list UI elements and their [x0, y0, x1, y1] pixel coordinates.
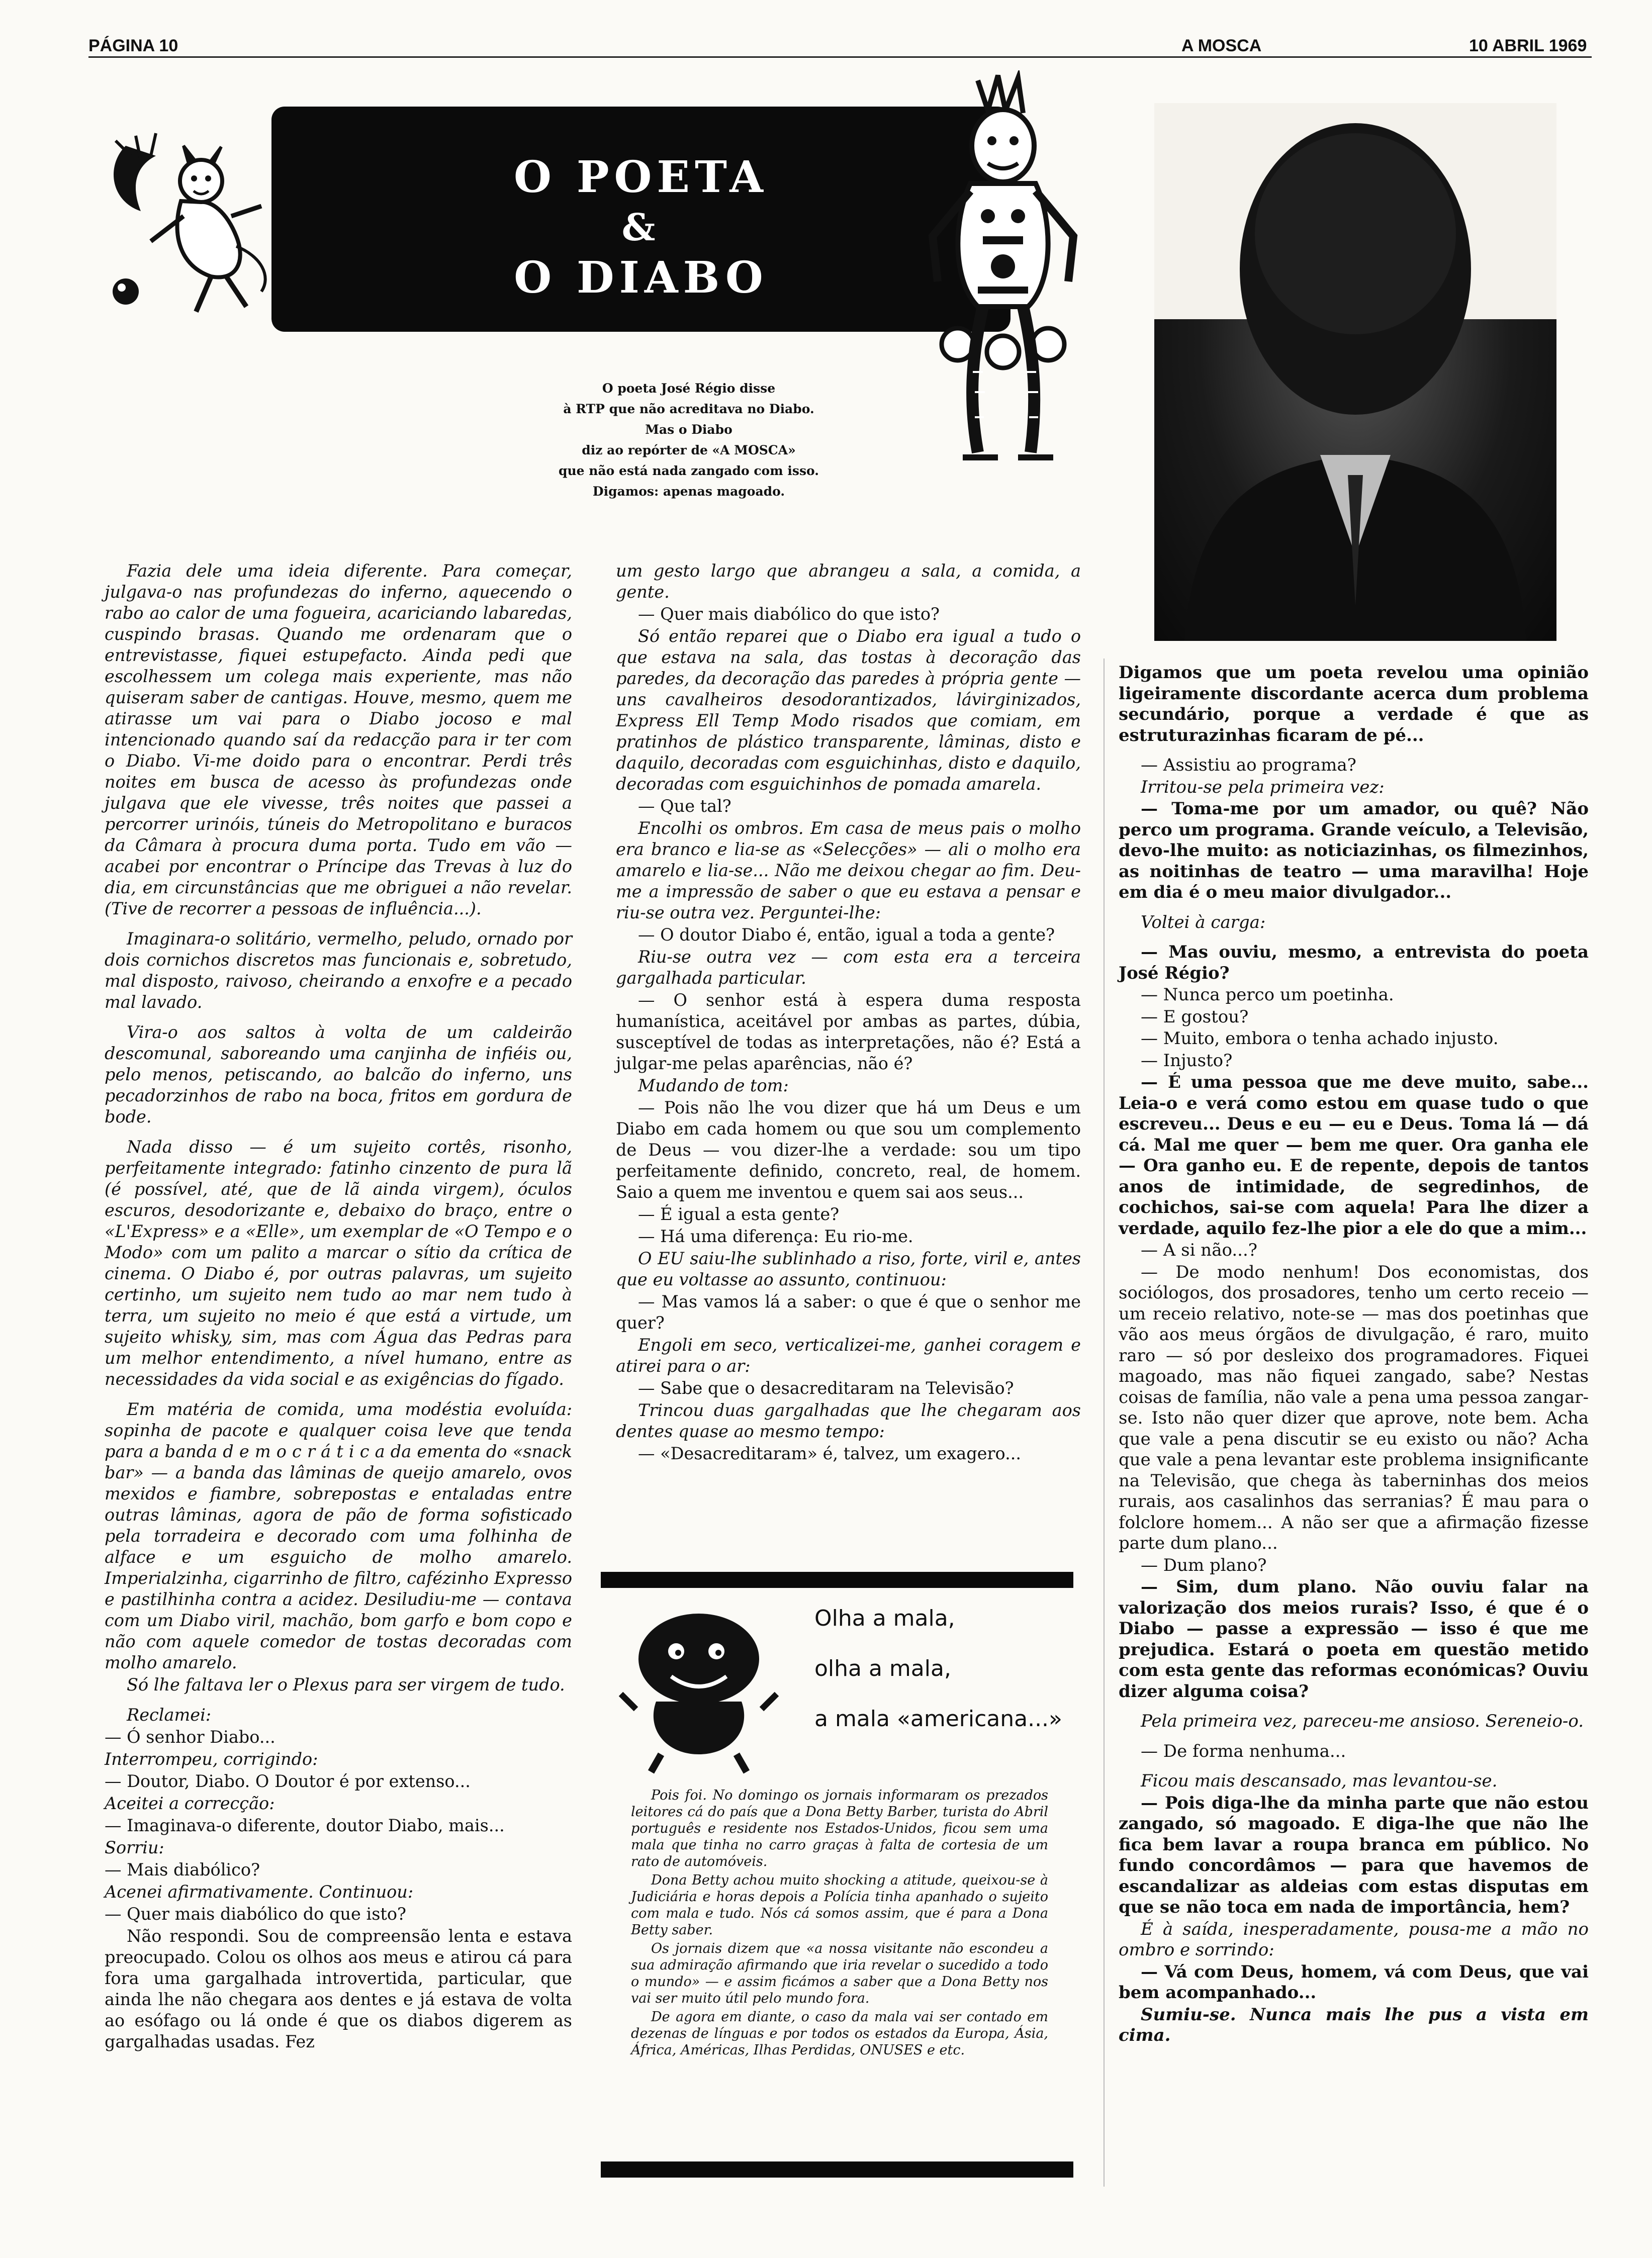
- col2-paragraph: — Que tal?: [638, 796, 731, 816]
- col3-paragraph: Sumiu-se. Nunca mais lhe pus a vista em cima.: [1119, 2004, 1589, 2045]
- col2-paragraph: — É igual a esta gente?: [638, 1204, 840, 1224]
- deck-line-4: diz ao repórter de «A MOSCA»: [582, 443, 796, 457]
- col1-paragraph: Só lhe faltava ler o Plexus para ser virgem de tudo.: [127, 1675, 565, 1695]
- issue-date: 10 ABRIL 1969: [1469, 36, 1587, 55]
- col3-paragraph: Digamos que um poeta revelou uma opinião ligeiramente discordante acerca dum problema secundário, porque a verdade é que as estruturazinhas ficaram de pé...: [1119, 663, 1589, 745]
- column-3: [1119, 663, 1589, 2047]
- col1-paragraph: Vira-o aos saltos à volta de um caldeirão descomunal, saboreando uma canjinha de infiéis ou, pelo menos, petiscando, ao balcão do inferno, uns pecadorzinhos de rabo na boca, fritos em gordura de bode.: [105, 1022, 572, 1126]
- col2-paragraph: — O doutor Diabo é, então, igual a toda a gente?: [638, 925, 1055, 945]
- col3-paragraph: — Mas ouviu, mesmo, a entrevista do poeta José Régio?: [1119, 942, 1589, 983]
- box-paragraph: De agora em diante, o caso da mala vai ser contado em dezenas de línguas e por todos os estados da Europa, Ásia, África, Américas, Ilhas Perdidas, ONUSES e etc.: [631, 2009, 1048, 2058]
- col1-paragraph: Fazia dele uma ideia diferente. Para começar, julgava-o nas profundezas do inferno, aquecendo o rabo ao calor de uma fogueira, acariciando labaredas, cuspindo brasas. Quando me ordenaram que o entrevistasse, fiquei estupefacto. Ainda pedi que escolhessem um colega mais experiente, mas não quiseram saber de cantigas. Houve, mesmo, quem me atirasse um vai para o Diabo jocoso e mal intencionado quando saí da redacção para ir ter com o Diabo. Vi-me doido para o encontrar. Perdi três noites em busca de acesso às profundezas onde julgava que ele vivesse, três noites que passei a percorrer urinóis, túneis do Metropolitano e buracos da Câmara à procura duma porta. Tudo em vão — acabei por encontrar o Príncipe das Trevas à luz do dia, em circunstâncias que me obriguei a não revelar. (Tive de recorrer a pessoas de influência...).: [105, 561, 572, 918]
- col2-paragraph: — «Desacreditaram» é, talvez, um exagero...: [638, 1444, 1022, 1463]
- col2-paragraph: — Há uma diferença: Eu rio-me.: [638, 1227, 913, 1246]
- col2-paragraph: Só então reparei que o Diabo era igual a tudo o que estava na sala, das tostas à decoração das paredes, da decoração das paredes à própria gente — uns cavalheiros desodorantizados, lávirginizados, Express Ell Temp Modo risados que comiam, em pratinhos de plástico transparente, lâminas, disto e daquilo, decoradas com esguichinhas, disto e daquilo, decoradas com esguichinhos de pomada amarela.: [616, 626, 1081, 794]
- box-paragraph: Pois foi. No domingo os jornais informaram os prezados leitores cá do país que a Dona Betty Barber, turista do Abril português e residente nos Estados-Unidos, ficou sem uma mala que tinha no carro graças à falta de cortesia de um rato de automóveis.: [631, 1787, 1048, 1869]
- col2-paragraph: — Sabe que o desacreditaram na Televisão?: [638, 1378, 1014, 1398]
- col2-paragraph: — O senhor está à espera duma resposta humanística, aceitável por ambas as partes, dúbia, susceptível de todas as interpretações, não é? Está a julgar-me pelas aparências, não é?: [616, 990, 1081, 1073]
- col3-paragraph: — Injusto?: [1141, 1050, 1233, 1071]
- col1-dialogue: Sorriu:: [105, 1838, 164, 1857]
- newspaper-name: A MOSCA: [1181, 36, 1262, 55]
- box-headline-line-3: a mala «americana...»: [814, 1706, 1062, 1732]
- title-line-1: O POETA: [513, 152, 768, 203]
- col1-paragraph: Não respondi. Sou de compreensão lenta e estava preocupado. Colou os olhos aos meus e atirou cá para fora uma gargalhada introvertida, particular, que ainda lhe não chegara aos dentes e já estava de volta ao esófago ou lá onde é que os diabos digerem as gargalhadas usadas. Fez: [105, 1926, 572, 2051]
- deck-line-1: O poeta José Régio disse: [602, 381, 776, 396]
- deck-line-6: Digamos: apenas magoado.: [592, 484, 785, 499]
- col3-paragraph: — Pois diga-lhe da minha parte que não estou zangado, só magoado. E diga-lhe que não lhe fica bem lavar a roupa branca em público. No fundo concordâmos — para que havemos de escandalizar as aldeias com estas disputas em que se não toca em nada de importância, hem?: [1119, 1793, 1589, 1917]
- column-1: [105, 560, 572, 2053]
- header-rule: [88, 56, 1592, 58]
- col3-paragraph: — Toma-me por um amador, ou quê? Não perco um programa. Grande veículo, a Televisão, devo-lhe muito: as noticiazinhas, os filmezinhos, as noitinhas de teatro — uma maravilha! Hoje em dia é o meu maior divulgador...: [1119, 799, 1589, 902]
- col3-paragraph: — Dum plano?: [1141, 1555, 1267, 1575]
- col1-dialogue: Reclamei:: [127, 1705, 212, 1725]
- col2-paragraph: Mudando de tom:: [638, 1076, 789, 1095]
- col1-dialogue: — Imaginava-o diferente, doutor Diabo, mais...: [105, 1816, 505, 1835]
- box-paragraph: Os jornais dizem que «a nossa visitante não escondeu a sua admiração afirmando que iria revelar o sucedido a todo o mundo» — e assim ficámos a saber que a Dona Betty nos vai ser muito útil pelo mundo fora.: [631, 1941, 1048, 2006]
- col3-paragraph: — É uma pessoa que me deve muito, sabe... Leia-o e verá como estou em quase tudo o que escreveu... Deus e eu — eu e Deus. Toma lá — dá cá. Mal me quer — bem me quer. Ora ganha ele — Ora ganho eu. E de repente, depois de tantos anos de intimidade, de segredinhos, de cochichos, sai-se com aquela! Para lhe dizer a verdade, aquilo fez-lhe pior a ele do que a mim...: [1119, 1072, 1589, 1239]
- col3-paragraph: Irritou-se pela primeira vez:: [1141, 777, 1385, 797]
- col2-paragraph: — Pois não lhe vou dizer que há um Deus e um Diabo em cada homem ou que sou um complemento de Deus — vou dizer-lhe a verdade: sou um tipo perfeitamente definido, concreto, real, de homem. Saio a quem me inventou e quem sai aos seus...: [616, 1098, 1081, 1202]
- column-divider: [1104, 658, 1105, 2187]
- col3-paragraph: — Muito, embora o tenha achado injusto.: [1141, 1028, 1499, 1049]
- col1-dialogue: Acenei afirmativamente. Continuou:: [105, 1882, 414, 1902]
- col1-dialogue: — Ó senhor Diabo...: [105, 1727, 276, 1747]
- col3-paragraph: — A si não...?: [1141, 1240, 1257, 1260]
- title-ampersand: &: [621, 206, 661, 249]
- col3-paragraph: — Nunca perco um poetinha.: [1141, 985, 1394, 1005]
- col1-paragraph: Em matéria de comida, uma modéstia evoluída: sopinha de pacote e qualquer coisa leve que tenda para a banda d e m o c r á t i c a da ementa do «snack bar» — a banda das lâminas de queijo amarelo, ovos mexidos e fiambre, sobrepostas e entaladas entre outras lâminas, agora de pão de forma sofisticado pela torradeira e decorado com uma folhinha de alface e um esguicho de molho amarelo. Imperialzinha, cigarrinho de filtro, cafézinho Expresso e pastilhinha contra a acidez. Desiludiu-me — contava com um Diabo viril, machão, bom garfo e bom copo e não com aquele comedor de tostas decoradas com molho amarelo.: [105, 1399, 572, 1672]
- col2-paragraph: um gesto largo que abrangeu a sala, a comida, a gente.: [616, 561, 1081, 602]
- col3-paragraph: Pela primeira vez, pareceu-me ansioso. Sereneio-o.: [1141, 1711, 1584, 1731]
- col1-dialogue: Interrompeu, corrigindo:: [105, 1749, 318, 1769]
- column-2: [616, 560, 1081, 1465]
- title-line-2: O DIABO: [514, 252, 768, 303]
- col1-dialogue: Aceitei a correcção:: [105, 1794, 275, 1813]
- box-top-rule: [601, 1572, 1073, 1588]
- col3-paragraph: — Vá com Deus, homem, vá com Deus, que vai bem acompanhado...: [1119, 1961, 1589, 2003]
- devil-illustration: [96, 126, 287, 327]
- col2-paragraph: Encolhi os ombros. Em casa de meus pais o molho era branco e lia-se as «Selecções» — ali o molho era amarelo e lia-se... Não me deixou chegar ao fim. Deu-me a impressão de saber o que eu estava a pensar e riu-se outra vez. Perguntei-lhe:: [616, 818, 1081, 922]
- box-headline-line-1: Olha a mala,: [814, 1606, 955, 1631]
- col2-paragraph: Trincou duas gargalhadas que lhe chegaram aos dentes quase ao mesmo tempo:: [616, 1400, 1081, 1441]
- deck-line-5: que não está nada zangado com isso.: [559, 463, 819, 478]
- cartoon-figure: [616, 1604, 782, 1774]
- col3-paragraph: — Sim, dum plano. Não ouviu falar na valorização dos meios rurais? Isso, é que é o Diabo — passe a expressão — isso é que me prejudica. Estará o poeta em questão metido com esta gente das reformas económicas? Ouviu dizer alguma coisa?: [1119, 1577, 1589, 1702]
- box-bottom-rule: [601, 2161, 1073, 2178]
- portrait-photo: [1154, 103, 1556, 641]
- col3-paragraph: — De forma nenhuma...: [1141, 1741, 1346, 1761]
- col3-paragraph: É à saída, inesperadamente, pousa-me a mão no ombro e sorrindo:: [1119, 1919, 1589, 1960]
- box-paragraph: Dona Betty achou muito shocking a atitude, queixou-se à Judiciária e horas depois a Polícia tinha apanhado o sujeito com mala e tudo. Nós cá somos assim, que é para a Dona Betty saber.: [631, 1872, 1048, 1938]
- deck-line-2: à RTP que não acreditava no Diabo.: [563, 402, 814, 416]
- col2-paragraph: Riu-se outra vez — com esta era a terceira gargalhada particular.: [616, 947, 1081, 988]
- col3-paragraph: Ficou mais descansado, mas levantou-se.: [1141, 1771, 1498, 1791]
- deck: [503, 378, 875, 502]
- col2-paragraph: Engoli em seco, verticalizei-me, ganhei coragem e atirei para o ar:: [616, 1335, 1081, 1376]
- title-banner: [271, 107, 1011, 332]
- col2-paragraph: — Quer mais diabólico do que isto?: [638, 604, 940, 624]
- box-headline-line-2: olha a mala,: [814, 1656, 951, 1681]
- tattooed-devil-illustration: [923, 70, 1088, 467]
- col1-paragraph: Nada disso — é um sujeito cortês, risonho, perfeitamente integrado: fatinho cinzento de pura lã (é possível, até, que de lã ainda virgem), óculos escuros, desodorizante e, debaixo do braço, entre o «L'Express» e a «Elle», um exemplar de «O Tempo e o Modo» com um palito a marcar o sítio da crítica de cinema. O Diabo é, por outras palavras, um sujeito certinho, um sujeito nem tudo ao mar nem tudo à terra, um sujeito no meio é que está a virtude, um sujeito whisky, sim, mas com Água das Pedras para um melhor entendimento, a nível humano, entre as necessidades da vida social e as exigências do fígado.: [105, 1137, 572, 1389]
- col1-paragraph: Imaginara-o solitário, vermelho, peludo, ornado por dois cornichos discretos mas funcionais e, sobretudo, mal disposto, raivoso, cheirando a enxofre e a pecado mal lavado.: [105, 929, 572, 1012]
- box-text: [631, 1787, 1048, 2060]
- col1-dialogue: — Doutor, Diabo. O Doutor é por extenso...: [105, 1771, 471, 1791]
- col3-paragraph: — De modo nenhum! Dos economistas, dos sociólogos, dos prosadores, tenho um certo receio — um receio relativo, note-se — mas dos poetinhas que vão aos meus órgãos de divulgação, é raro, muito raro — só por desleixo dos programadores. Fiquei magoado, mas não fiquei zangado, sabe? Nestas coisas de família, não vale a pena uma pessoa zangar-se. Isto não quer dizer que aprove, note bem. Acha que vale a pena discutir se eu existo ou não? Acha que vale a pena levantar este problema insignificante na Televisão, que chega às taberninhas dos meios rurais, aos casalinhos das serranias? É mau para o folclore homem... A não ser que a afirmação fizesse parte dum plano...: [1119, 1262, 1589, 1553]
- col3-paragraph: — E gostou?: [1141, 1006, 1249, 1027]
- col1-dialogue: — Quer mais diabólico do que isto?: [105, 1904, 406, 1924]
- col3-paragraph: Voltei à carga:: [1141, 912, 1266, 932]
- col1-dialogue: — Mais diabólico?: [105, 1860, 260, 1879]
- deck-line-3: Mas o Diabo: [645, 422, 732, 437]
- page-number: PÁGINA 10: [88, 36, 178, 55]
- col2-paragraph: O EU saiu-lhe sublinhado a riso, forte, viril e, antes que eu voltasse ao assunto, continuou:: [616, 1249, 1081, 1289]
- col3-paragraph: — Assistiu ao programa?: [1141, 755, 1356, 775]
- col2-paragraph: — Mas vamos lá a saber: o que é que o senhor me quer?: [616, 1292, 1081, 1333]
- box-headline: [814, 1593, 1096, 1744]
